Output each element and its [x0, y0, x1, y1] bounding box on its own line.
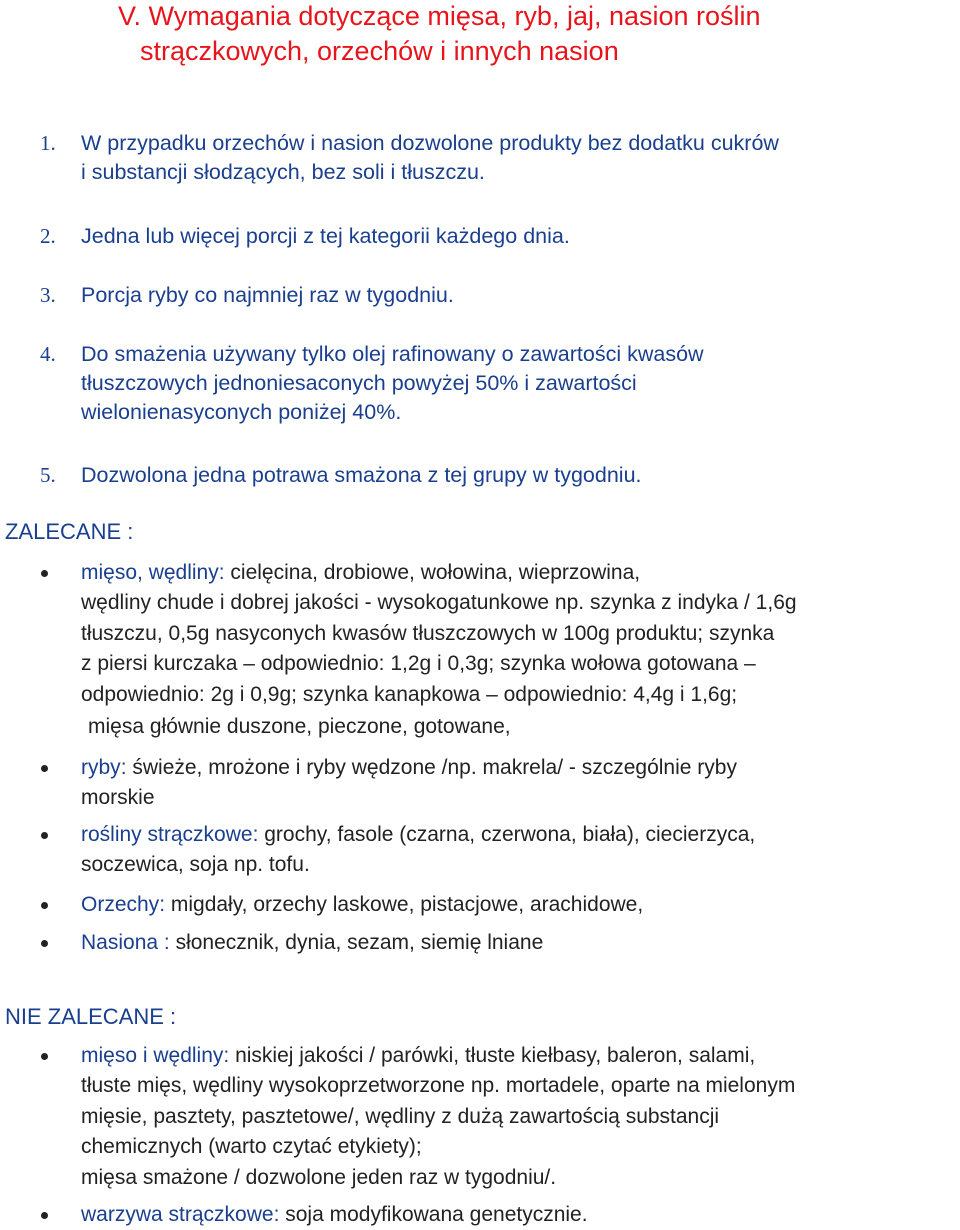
text-line: soja modyfikowana genetycznie. [285, 1203, 588, 1226]
item-text [81, 753, 957, 814]
label-separator: : [120, 756, 133, 779]
recommended-heading: ZALECANE : [5, 519, 134, 544]
heading-line-2: strączkowych, orzechów i innych nasion [140, 36, 619, 66]
item-number: 2. [40, 224, 56, 248]
label-separator: , [137, 561, 149, 584]
text-line [81, 928, 957, 958]
label-separator: : [218, 561, 231, 584]
category-label: mięso [81, 561, 138, 584]
text-line: morskie [81, 786, 155, 810]
category-label: mięso i wędliny [81, 1044, 224, 1067]
bullet-icon [41, 940, 48, 947]
text-line: i substancji słodzących, bez soli i tłuszczu. [81, 160, 485, 184]
item-text [81, 129, 951, 187]
heading-line-1: V. Wymagania dotyczące mięsa, ryb, jaj, nasion roślin [118, 1, 761, 31]
item-text [81, 1200, 957, 1230]
text-line [81, 558, 957, 588]
item-number: 1. [40, 131, 56, 155]
section-heading [118, 0, 761, 69]
label-separator: : [223, 1044, 236, 1067]
text-line: mięsa smażone / dozwolone jeden raz w tygodniu/. [81, 1165, 557, 1189]
text-line: mięsie, pasztety, pasztetowe/, wędliny z dużą zawartością substancji [81, 1104, 720, 1128]
text-line [81, 1200, 957, 1230]
text-line: Dozwolona jedna potrawa smażona z tej grupy w tygodniu. [81, 463, 642, 487]
item-text [81, 820, 957, 881]
category-label: rośliny strączkowe [81, 823, 253, 846]
label-separator: : [252, 823, 265, 846]
item-text [81, 890, 957, 920]
category-label: Orzechy [81, 893, 160, 916]
text-line: Do smażenia używany tylko olej rafinowany o zawartości kwasów [81, 342, 704, 366]
text-line [81, 820, 957, 850]
text-line: wielonienasyconych poniżej 40%. [81, 400, 402, 424]
label-separator: : [159, 893, 171, 916]
text-line: odpowiednio: 2g i 0,9g; szynka kanapkowa – odpowiednio: 4,4g i 1,6g; [81, 682, 738, 706]
bullet-icon [41, 765, 48, 772]
text-line: wędliny chude i dobrej jakości - wysokogatunkowe np. szynka z indyka / 1,6g [81, 591, 797, 615]
bullet-icon [41, 570, 48, 577]
item-number: 3. [40, 283, 56, 307]
text-line: tłuszczowych jednoniesaconych powyżej 50% i zawartości [81, 371, 637, 395]
text-line: grochy, fasole (czarna, czerwona, biała), ciecierzyca, [264, 823, 756, 846]
text-line: soczewica, soja np. tofu. [81, 853, 310, 877]
text-line: słonecznik, dynia, sezam, siemię lniane [175, 931, 544, 954]
text-line: chemicznych (warto czytać etykiety); [81, 1135, 422, 1159]
category-label: Nasiona [81, 931, 159, 954]
item-text [81, 558, 957, 710]
item-text [81, 461, 951, 490]
item-number: 4. [40, 342, 56, 366]
item-text [81, 281, 951, 310]
bullet-icon [41, 832, 48, 839]
label-separator: : [158, 931, 176, 954]
bullet-icon [41, 1212, 48, 1219]
item-number: 5. [40, 463, 56, 487]
item-text [81, 222, 951, 251]
text-line [81, 1041, 957, 1071]
category-label: warzywa strączkowe [81, 1203, 274, 1226]
category-label: ryby [81, 756, 121, 779]
text-line: W przypadku orzechów i nasion dozwolone produkty bez dodatku cukrów [81, 131, 779, 155]
text-line: tłuste mięs, wędliny wysokoprzetworzone np. mortadele, oparte na mielonym [81, 1074, 796, 1098]
text-line: migdały, orzechy laskowe, pistacjowe, arachidowe, [170, 893, 644, 916]
item-text [81, 340, 951, 427]
item-text [81, 928, 957, 958]
text-line: Jedna lub więcej porcji z tej kategorii każdego dnia. [81, 224, 570, 248]
text-line [81, 890, 957, 920]
label-separator: : [273, 1203, 286, 1226]
text-line: niskiej jakości / parówki, tłuste kiełbasy, baleron, salami, [235, 1044, 756, 1067]
text-line: świeże, mrożone i ryby wędzone /np. makrela/ - szczególnie ryby [132, 756, 737, 779]
not-recommended-heading: NIE ZALECANE : [5, 1004, 177, 1029]
cooking-note: mięsa głównie duszone, pieczone, gotowane, [88, 715, 511, 738]
text-line: tłuszczu, 0,5g nasyconych kwasów tłuszczowych w 100g produktu; szynka [81, 621, 775, 645]
bullet-icon [41, 902, 48, 909]
text-line: cielęcina, drobiowe, wołowina, wieprzowina, [230, 561, 641, 584]
text-line [81, 753, 957, 783]
text-line: Porcja ryby co najmniej raz w tygodniu. [81, 283, 454, 307]
item-text [81, 1041, 957, 1193]
text-line: z piersi kurczaka – odpowiednio: 1,2g i 0,3g; szynka wołowa gotowana – [81, 652, 756, 676]
category-label: wędliny [148, 561, 219, 584]
bullet-icon [41, 1053, 48, 1060]
